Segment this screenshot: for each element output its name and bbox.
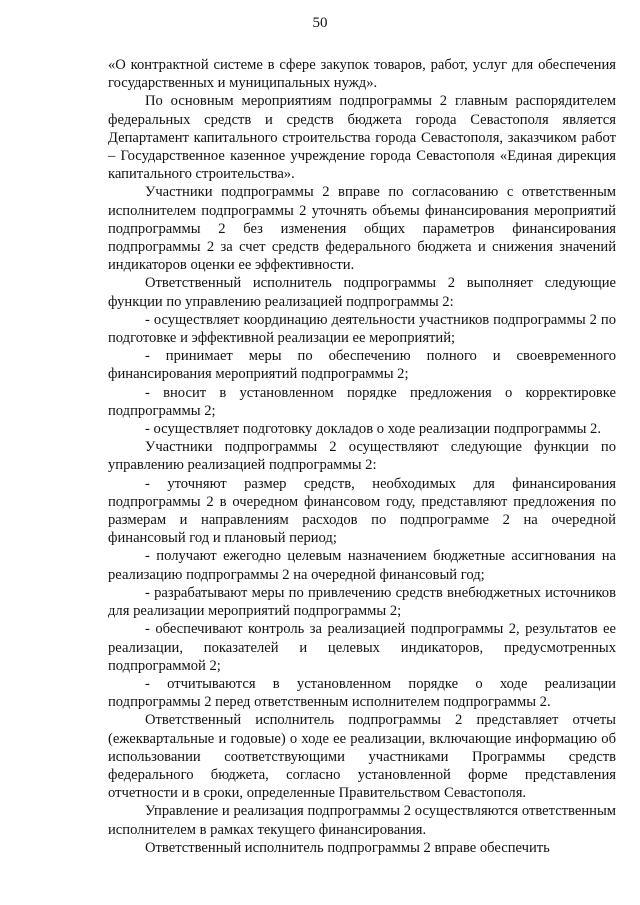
paragraph: - осуществляет координацию деятельности участников подпрограммы 2 по подготовке и эффективной реализации ее мероприятий; bbox=[108, 311, 616, 347]
paragraph: По основным мероприятиям подпрограммы 2 главным распорядителем федеральных средств и средств бюджета города Севастополя является Департамент капитального строительства города Севастополя, заказчиком работ – Государственное казенное учреждение города Севастополя «Единая дирекция капитального строительства». bbox=[108, 93, 616, 183]
paragraph: - принимает меры по обеспечению полного и своевременного финансирования мероприятий подпрограммы 2; bbox=[108, 348, 616, 383]
paragraph: Ответственный исполнитель подпрограммы 2 выполняет следующие функции по управлению реализацией подпрограммы 2: bbox=[108, 275, 616, 310]
paragraph: - получают ежегодно целевым назначением бюджетные ассигнования на реализацию подпрограммы 2 на очередной финансовый год; bbox=[108, 548, 616, 583]
paragraph: Ответственный исполнитель подпрограммы 2 вправе обеспечить bbox=[145, 839, 550, 856]
page-number: 50 bbox=[312, 15, 328, 31]
paragraph: «О контрактной системе в сфере закупок товаров, работ, услуг для обеспечения государственных и муниципальных нужд». bbox=[108, 57, 616, 92]
paragraph: - обеспечивают контроль за реализацией подпрограммы 2, результатов ее реализации, показателей и целевых индикаторов, предусмотренных подпрограммой 2; bbox=[108, 621, 616, 674]
paragraph: - вносит в установленном порядке предложения о корректировке подпрограммы 2; bbox=[108, 384, 616, 419]
paragraph: Участники подпрограммы 2 вправе по согласованию с ответственным исполнителем подпрограммы 2 уточнять объемы финансирования мероприятий подпрограммы 2 без изменения общих параметров финансирования подпрограммы 2 за счет средств федерального бюджета и снижения значений индикаторов оценки ее эффективности. bbox=[108, 184, 616, 274]
paragraph: - уточняют размер средств, необходимых для финансирования подпрограммы 2 в очередном финансовом году, представляют предложения по размерам и направлениям расходов по подпрограмме 2 на очередной финансовый год и плановый период; bbox=[108, 475, 616, 547]
paragraph: - отчитываются в установленном порядке о ходе реализации подпрограммы 2 перед ответственным исполнителем подпрограммы 2. bbox=[108, 675, 616, 711]
paragraph: - осуществляет подготовку докладов о ходе реализации подпрограммы 2. bbox=[145, 421, 601, 438]
paragraph: Ответственный исполнитель подпрограммы 2 представляет отчеты (ежеквартальные и годовые) о ходе ее реализации, включающие информацию об использовании соответствующими участниками Программы средств федерального бюджета, согласно установленной форме представления отчетности и в сроки, определенные Правительством Севастополя. bbox=[108, 712, 616, 802]
paragraph: Управление и реализация подпрограммы 2 осуществляются ответственным исполнителем в рамках текущего финансирования. bbox=[108, 803, 616, 838]
document-body bbox=[108, 56, 616, 857]
paragraph: Участники подпрограммы 2 осуществляют следующие функции по управлению реализацией подпрограммы 2: bbox=[108, 439, 616, 474]
paragraph: - разрабатывают меры по привлечению средств внебюджетных источников для реализации мероприятий подпрограммы 2; bbox=[108, 584, 616, 620]
